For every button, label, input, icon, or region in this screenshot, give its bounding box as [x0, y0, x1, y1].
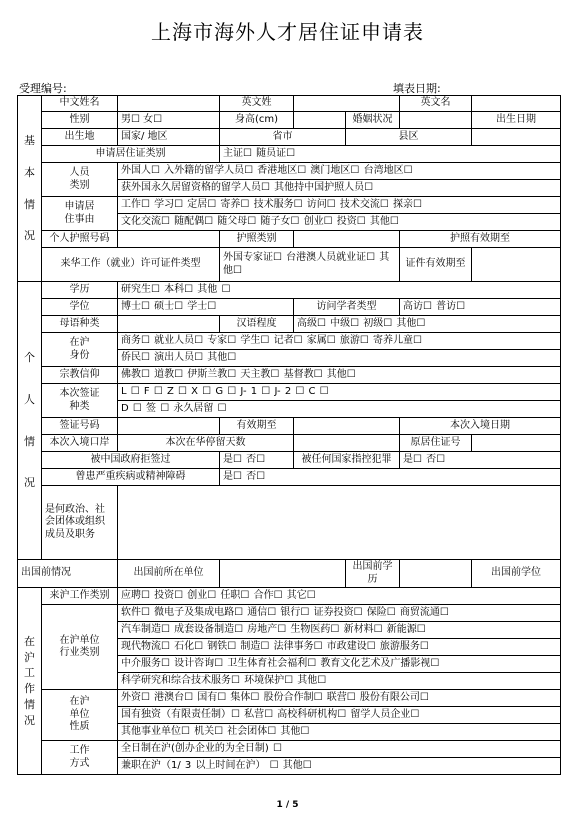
section-char: 基: [24, 134, 35, 147]
gender-label: 性别: [42, 112, 118, 129]
reason-options-2[interactable]: 文化交流☐ 随配偶☐ 随父母☐ 随子女☐ 创业☐ 投资☐ 其他☐: [118, 214, 561, 231]
section-char: 人: [24, 392, 35, 406]
reason-label: 申请居 住事由: [42, 197, 118, 231]
visa-no-label: 签证号码: [42, 418, 118, 435]
visa-options-1[interactable]: L ☐ F ☐ Z ☐ X ☐ G ☐ J- 1 ☐ J- 2 ☐ C ☐: [118, 384, 561, 401]
wanted-label: 被任何国家指控犯罪: [294, 452, 400, 469]
job-type-label: 来沪工作类别: [42, 588, 118, 605]
cn-name-label: 中文姓名: [42, 96, 118, 112]
section-basic-info: [18, 96, 42, 282]
province-label[interactable]: 省市: [220, 129, 346, 146]
stay-days-label: 本次在华停留天数: [118, 435, 294, 452]
en-name-label: 英文名: [400, 96, 472, 112]
chinese-level-options[interactable]: 高级☐ 中级☐ 初级☐ 其他☐: [294, 316, 561, 333]
reason-options-1[interactable]: 工作☐ 学习☐ 定居☐ 寄养☐ 技术服务☐ 访问☐ 技术交流☐ 探亲☐: [118, 197, 561, 214]
passport-valid-label: 护照有效期至: [400, 231, 561, 248]
industry-label: 在沪单位 行业类别: [42, 605, 118, 690]
cn-name-field[interactable]: [118, 96, 220, 112]
marital-field[interactable]: [400, 112, 472, 129]
mother-tongue-field[interactable]: [118, 316, 220, 333]
refused-options[interactable]: 是☐ 否☐: [220, 452, 294, 469]
section-char: 作: [24, 682, 35, 695]
education-options[interactable]: 研究生☐ 本科☐ 其他 ☐: [118, 282, 561, 299]
industry-options-3[interactable]: 现代物流☐ 石化☐ 钢铁☐ 制造☐ 法律事务☐ 市政建设☐ 旅游服务☐: [118, 639, 561, 656]
country-label[interactable]: 国家/ 地区: [118, 129, 220, 146]
job-type-options[interactable]: 应聘☐ 投资☐ 创业☐ 任职☐ 合作☐ 其它☐: [118, 588, 561, 605]
org-member-label: 是何政治、社会团体或组织 成员及职务: [42, 486, 118, 560]
visa-label: 本次签证 种类: [42, 384, 118, 418]
page-title: 上海市海外人才居住证申请表: [151, 20, 424, 44]
passport-no-label: 个人护照号码: [42, 231, 118, 248]
work-mode-option-1[interactable]: 全日制在沪(创办企业的为全日制) ☐: [118, 741, 561, 758]
en-surname-field[interactable]: [294, 96, 400, 112]
illness-options[interactable]: 是☐ 否☐: [220, 469, 561, 486]
visiting-scholar-label: 访问学者类型: [294, 299, 400, 316]
passport-type-field[interactable]: [294, 231, 400, 248]
education-label: 学历: [42, 282, 118, 299]
section-char: 情: [24, 197, 35, 211]
stay-days-field[interactable]: [294, 435, 400, 452]
work-mode-label: 工作 方式: [42, 741, 118, 775]
cert-valid-label: 证件有效期至: [400, 248, 472, 282]
application-form-table: [17, 95, 561, 775]
section-char: 情: [24, 697, 35, 711]
section-personal-info: [18, 282, 42, 560]
visa-no-field[interactable]: [118, 418, 220, 435]
industry-options-5[interactable]: 科学研究和综合技术服务☐ 环境保护☐ 其他☐: [118, 673, 561, 690]
visa-options-2[interactable]: D ☐ 签 ☐ 永久居留 ☐: [118, 401, 561, 418]
section-char: 况: [24, 229, 35, 243]
section-char: 本: [24, 165, 35, 179]
en-surname-label: 英文姓: [220, 96, 294, 112]
accept-number-label: 受理编号:: [19, 82, 67, 95]
height-label: 身高(cm): [220, 112, 294, 129]
passport-no-field[interactable]: [118, 231, 220, 248]
section-char: 沪: [24, 650, 35, 664]
unit-nature-options-2[interactable]: 国有独资（有限责任制）☐ 私营☐ 高校科研机构☐ 留学人员企业☐: [118, 707, 561, 724]
birthdate-label: 出生日期: [472, 112, 561, 129]
abroad-unit-field[interactable]: [220, 560, 346, 588]
birthplace-label: 出生地: [42, 129, 118, 146]
abroad-edu-label: 出国前学历: [346, 560, 400, 588]
entry-port-label: 本次入境口岸: [42, 435, 118, 452]
county-label[interactable]: 县区: [346, 129, 472, 146]
section-work-info: [18, 588, 42, 775]
identity-label: 在沪 身份: [42, 333, 118, 367]
person-type-options-1[interactable]: 外国人☐ 入外籍的留学人员☐ 香港地区☐ 澳门地区☐ 台湾地区☐: [118, 163, 561, 180]
religion-label: 宗教信仰: [42, 367, 118, 384]
cert-valid-field[interactable]: [472, 248, 561, 282]
identity-options-1[interactable]: 商务☐ 就业人员☐ 专家☐ 学生☐ 记者☐ 家属☐ 旅游☐ 寄养儿童☐: [118, 333, 561, 350]
height-field[interactable]: [294, 112, 346, 129]
section-char: 工: [24, 666, 35, 680]
visiting-scholar-options[interactable]: 高访☐ 普访☐: [400, 299, 561, 316]
abroad-edu-field[interactable]: [400, 560, 472, 588]
section-char: 情: [24, 434, 35, 448]
degree-label: 学位: [42, 299, 118, 316]
en-name-field[interactable]: [472, 96, 561, 112]
permit-type-label: 申请居住证类别: [42, 146, 220, 163]
visa-valid-field[interactable]: [294, 418, 400, 435]
entry-date-label: 本次入境日期: [400, 418, 561, 435]
fill-date-label: 填表日期:: [393, 82, 441, 95]
industry-options-2[interactable]: 汽车制造☐ 成套设备制造☐ 房地产☐ 生物医药☐ 新材料☐ 新能源☐: [118, 622, 561, 639]
section-char: 个: [24, 351, 35, 364]
unit-nature-label: 在沪 单位 性质: [42, 690, 118, 741]
page-number: 1 / 5: [276, 800, 299, 810]
visa-valid-label: 有效期至: [220, 418, 294, 435]
unit-nature-options-3[interactable]: 其他事业单位☐ 机关☐ 社会团体☐ 其他☐: [118, 724, 561, 741]
org-member-field[interactable]: [118, 486, 561, 560]
refused-label: 被中国政府拒签过: [42, 452, 220, 469]
religion-options[interactable]: 佛教☐ 道教☐ 伊斯兰教☐ 天主教☐ 基督教☐ 其他☐: [118, 367, 561, 384]
abroad-before-label: 出国前情况: [18, 560, 118, 588]
residence-no-field[interactable]: [472, 435, 561, 452]
marital-label: 婚姻状况: [346, 112, 400, 129]
work-permit-label: 来华工作（就业）许可证件类型: [42, 248, 220, 282]
degree-options[interactable]: 博士☐ 硕士☐ 学士☐: [118, 299, 294, 316]
section-char: 在: [24, 634, 35, 648]
industry-options-4[interactable]: 中介服务☐ 设计咨询☐ 卫生体育社会福利☐ 教育文化艺术及广播影视☐: [118, 656, 561, 673]
person-type-label: 人员 类别: [42, 163, 118, 197]
passport-type-label: 护照类别: [220, 231, 294, 248]
identity-options-2[interactable]: 侨民☐ 演出人员☐ 其他☐: [118, 350, 561, 367]
permit-type-options[interactable]: 主证☐ 随员证☐: [220, 146, 561, 163]
mother-tongue-label: 母语种类: [42, 316, 118, 333]
birthdate-field[interactable]: [472, 129, 561, 146]
work-permit-options[interactable]: 外国专家证☐ 台港澳人员就业证☐ 其他☐: [220, 248, 400, 282]
abroad-degree-label: 出国前学位: [472, 560, 561, 588]
section-char: 况: [24, 713, 35, 727]
illness-label: 曾患严重疾病或精神障碍: [42, 469, 220, 486]
wanted-options[interactable]: 是☐ 否☐: [400, 452, 561, 469]
work-mode-option-2[interactable]: 兼职在沪（1/ 3 以上时间在沪） ☐ 其他☐: [118, 758, 561, 775]
gender-options[interactable]: 男☐ 女☐: [118, 112, 220, 129]
industry-options-1[interactable]: 软件☐ 微电子及集成电路☐ 通信☐ 银行☐ 证券投资☐ 保险☐ 商贸流通☐: [118, 605, 561, 622]
unit-nature-options-1[interactable]: 外资☐ 港澳台☐ 国有☐ 集体☐ 股份合作制☐ 联营☐ 股份有限公司☐: [118, 690, 561, 707]
abroad-unit-label: 出国前所在单位: [118, 560, 220, 588]
section-char: 况: [24, 476, 35, 490]
person-type-options-2[interactable]: 获外国永久居留资格的留学人员☐ 其他持中国护照人员☐: [118, 180, 561, 197]
chinese-level-label: 汉语程度: [220, 316, 294, 333]
residence-no-label: 原居住证号: [400, 435, 472, 452]
